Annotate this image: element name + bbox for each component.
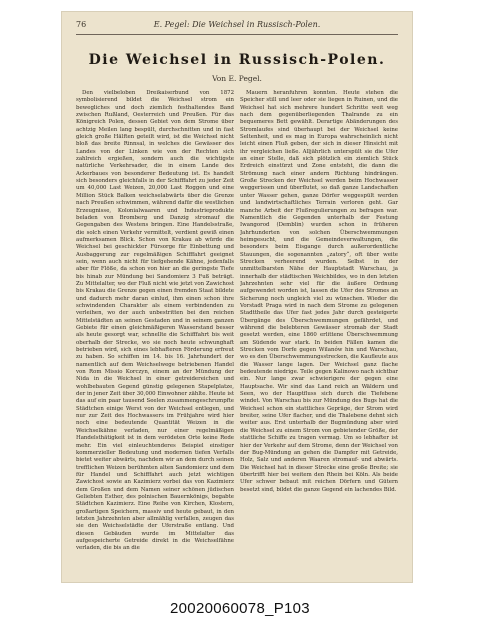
article-title: Die Weichsel in Russisch-Polen.: [88, 52, 386, 68]
scanned-page: [62, 12, 412, 582]
column-right-text: Mauern heranfuhren konnten. Heute stehen die Speicher still und leer oder sie liegen in Ruinen, und die Weichsel hat sich mehrere hundert Schritte weit weg nach dem gegenüberliegenden Thalrande zu ein bequemeres Bett gewählt. Derartige Abänderungen des Stromlaufes sind überhaupt bei der Weichsel keine Seltenheit, und es mag in Europa wahrscheinlich nicht leicht einen Fluß geben, der sich in dieser Hinsicht mit ihr vergleichen ließe. Alljährlich unterspült sie die Ufer an einer Stelle, daß sich plötzlich ein ziemlich Stück Erdreich einstürzt und Zone entsteht, die dann die Strömung nach einer andern Richtung hindrängen. Große Strecken der Weichsel werden beim Hochwasser weggerissen und überflutet, so daß ganze Landschaften unter Wasser gehen, ganze Dörfer weggespült werden und landwirtschaftliches Terrain verloren geht. Gar manche Arbeit der Flußregulierungen zu befragen war. Namentlich die Gegenden unterhalb der Festung Iwangorod (Demblin) wurden schon in früheren Jahrhunderten von solchen Überschwemmungen heimgesucht, und die Gemeindeverwaltungen, die besonders beim Eisgange durch außerordentliche Stauungen, die sogenannten „zatory“, oft über weite Strecken verheerend wurden. Selbst in der unmittelbarsten Nähe der Hauptstadt Warschau, ja innerhalb der städtischen Weichbildes, wo in den letzten Jahrzehnten sehr viel für die äußere Ordnung aufgewendet worden ist, lassen die Ufer des Stromes an Sicherung noch ungleich viel zu wünschen. Wieder die Vorstadt Praga wird in nach dem Strome zu gelegenen Stadttheile das Ufer fast jedes Jahr durch gesteigerte Übergänge des Überschwemmungen gefährdet, und während die belebteren Gewässer stromab der Stadt gesetzt werden, eine 1860 erlittene Überschwemmung am Südende war stark. In beiden Fällen kamen die Strecken vom Dorfe gegen Wilanów hin und Warschau, wo es den Überschwemmungsstrecken, die Kaufleute aus die Wasser lange lagen. Der Weichsel ganz flache bedeutende niedrige. Teile gegen Kalinowo nach sichtbar ein. Nur lange zwar schwierigere der gegen eine Hauptsache. Wir sind das Land reich an Wäldern und Seen, wo der Hauptfluss sich durch die Tiefebene windet. Von Warschau bis zur Mündung des Bugs hat die Weichsel schon ein stattliches Gepräge, der Strom wird breiter, seine Ufer flacher, und die Thalebene dehnt sich weiter aus. Erst unterhalb der Bugmündung aber wird die Weichsel zu einem Strom von gebietender Größe, der stattliche Schiffe zu tragen vermag. Um so lebhafter ist hier der Verkehr auf dem Strome, denn der Weichsel von der Bug-Mündung an gehen die Dampfer mit Getreide, Holz, Salz und anderen Waaren stromauf- und abwärts. Die Weichsel hat in dieser Strecke eine große Breite; sie übertrifft hier bei weitem den Rhein bei Köln. Als beide Ufer schwer bebaut mit reichen Dörfern und Gütern besetzt sind, bildet die ganze Gegend ein lachendes Bild.: [240, 90, 398, 493]
image-caption: 20020060078_P103: [170, 600, 310, 617]
running-title: E. Pegel: Die Weichsel in Russisch-Polen.: [153, 20, 321, 29]
article-body: [76, 90, 398, 572]
page-number: 76: [76, 20, 87, 29]
column-right: [240, 90, 398, 572]
column-left-text: Den vielbeloben Dreikaiserbund von 1872 symbolisierend bildet die Weichsel strom ein bewegliches und doch ziemlich festhaltendes Band zwischen Rußland, Oesterreich und Preußen. Für das Königreich Polen, dessen Gebiet von dem Strome über achtzig Meilen lang bespült, durchschnitten und in fast gleich große Hälften geteilt wird, ist die Weichsel nicht bloß das breite Rinnsal, in welches die Gewässer des Landes von der Linken wie von der Rechten sich zahlreich ergießen, sondern auch die wichtigste natürliche Verkehrsader, die in einem Lande des Ackerbaues von besonderer Bedeutung ist. Es handelt sich besonders gleichfalls in der Schifffahrt zu jeder Zeit um 40,000 Last Weizen, 20,000 Last Roggen und eine Million Stück Balken weichselabwärts über die Grenze nach Preußen schwimmen, während dafür die westlichen Erzeugnisse, Kolonialwaaren und Industrieprodukte beladen von Bromberg und Danzig stromauf die Gegengaben des Westens bringen. Eine Handelsstraße, die solch einen Verkehr vermittelt, verdient gewiß einen aufmerksamen Blick. Schon von Krakau ab würde die Weichsel bei geschickter Fürsorge für Einbettung und Ausbaggerung zur regelmäßigen Schifffahrt geeignet sein, wenn auch nicht für tiefgehende Kähne, jedenfalls aber für Flöße, da schon von hier an die geringste Tiefe bis hinab zur Mündung bei Sandomierz 3 Fuß beträgt. Zu Mittelalter, wo der Fluß nicht wie jetzt von Zawichost bis Krakau die Grenze gegen einen fremden Staat bildete und dadurch mehr daran einlud, ihm einen schon ihre schwindenden Charakter als einem verbindenden zu verleihen, wo der auch unbestritten bei den reichen Mittelstädten an seinen Gestaden und in seinem ganzen Gebiete für einen gleichmäßigeren Wasserstand besser als heute gesorgt war, schnellte die Schifffahrt bis weit oberhalb der Strecke, wo sie noch heute schwunghaft betrieben wird, sich eines lebhafteren Förderung erfreut zu haben. So schiffen im 14. bis 16. Jahrhundert der namentlich auf dem Weichselwege betriebenen Handel von Rom Missio Korczyn, einem an der Mündung der Nida in die Weichsel in einer getreidereichen und wohlbebauten Gegend günstig gelegenen Stapelplatze, der in jener Zeit über 30,000 Einwohner zählte. Heute ist das auf ein paar tausend Seelen zusammengeschrumpfte Städtchen einige Werst von der Weichsel entlegen, und nur zur Zeit des Hochwassers im Frühjahre wird hier noch eine bedeutende Quantität Weizen in die Weichselkähne verladen, nur einer regelmäßigen Handelsthätigkeit ist in dem verödeten Orte keine Rede mehr. Ein viel einleuchtenderes Beispiel einstiger kommerzieller Bedeutung und modernen tiefen Verfalls bietet weiter abwärts, nachdem wir an dem durch seinen trefflichen Weizen berühmten alten Sandomierz und dem für Handel und Schifffahrt auch jetzt wichtigen Zawichost sowie an Kazimierz vorbei das von Kazimierz dem Großen und dem Namen seiner schönen jüdischen Geliebten Esther, des polnischen Bauernkönigs, begabte Städtchen Kazimierz. Eine Reihe von Kirchen, Klostern, großartigen Speichern, massiv und heute gebaut, in den letzten Jahrzehnten aber allmählig verfallen, zeugen das sie den Weichselstädte der Uferstraße entlang. Und diesen Gebäuden wurde im Mittelalter das aufgespeicherte Getreide direkt in die Weichselfähne verladen, die bis an die: [76, 90, 234, 552]
header-rule: [76, 34, 398, 35]
column-left: [76, 90, 234, 572]
article-byline: Von E. Pegel.: [212, 74, 262, 83]
